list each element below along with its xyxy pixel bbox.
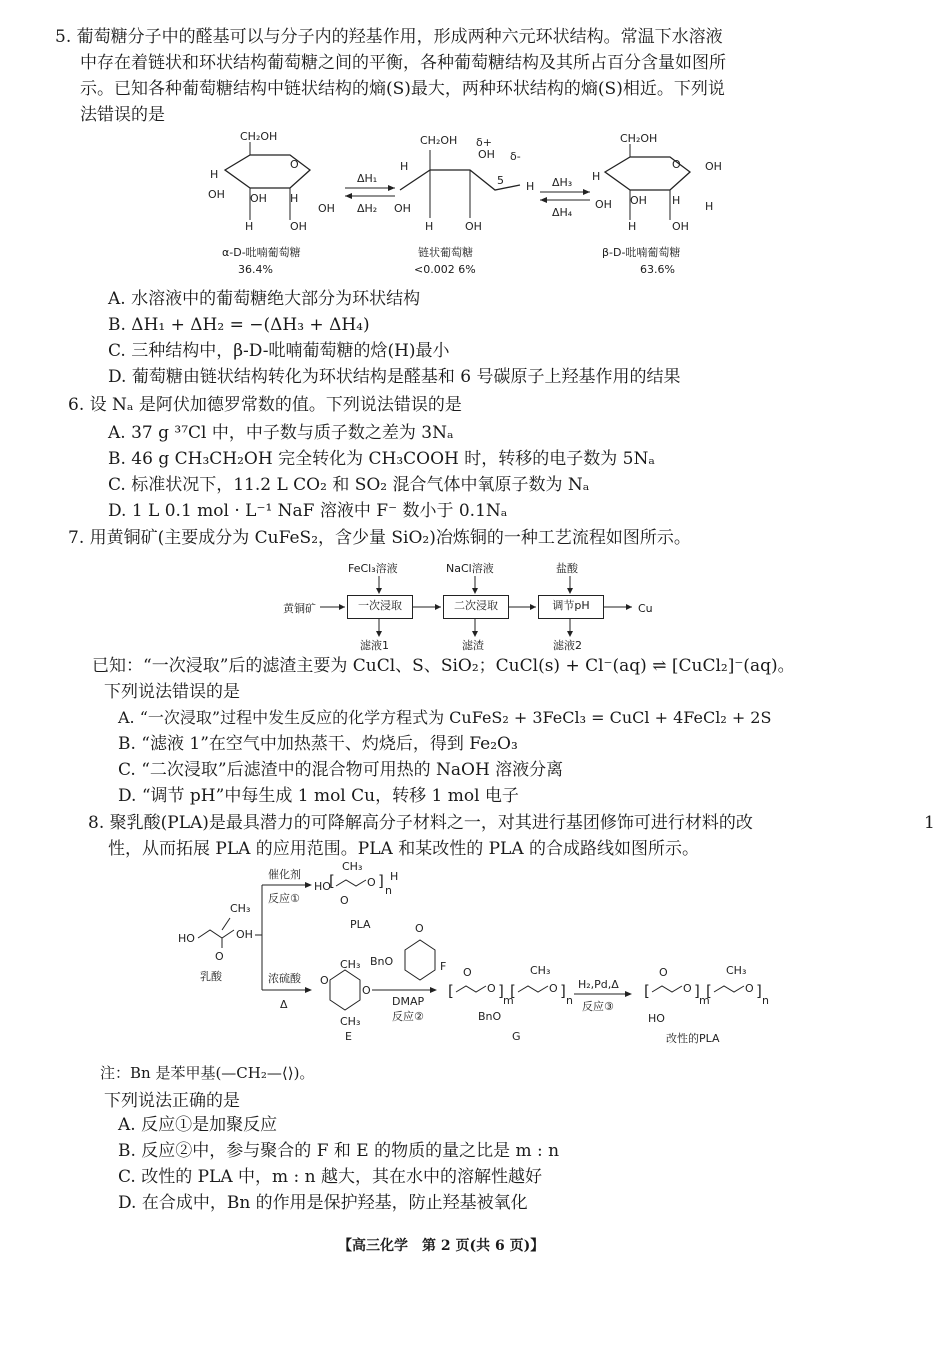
mod-ho: HO xyxy=(648,1012,665,1025)
lactic-co: O xyxy=(215,950,224,963)
chain-h-ald: H xyxy=(526,180,535,193)
q7-option-d: D. “调节 pH”中每生成 1 mol Cu，转移 1 mol 电子 xyxy=(118,786,519,806)
mod-m: m xyxy=(699,994,710,1007)
alpha-oh3: OH xyxy=(318,202,335,215)
q5-option-b: B. ΔH₁ + ΔH₂ = −(ΔH₃ + ΔH₄) xyxy=(108,315,370,335)
svg-text:]: ] xyxy=(498,982,504,1000)
g-label: G xyxy=(512,1030,521,1043)
chain-name: 链状葡萄糖 xyxy=(418,246,473,259)
mod-n: n xyxy=(762,994,769,1007)
beta-ring-o: O xyxy=(672,158,681,171)
g-o1: O xyxy=(487,982,496,995)
alpha-h2: H xyxy=(290,192,299,205)
lactic-ho: HO xyxy=(178,932,195,945)
r2-label: 反应② xyxy=(392,1010,424,1023)
q6-option-c: C. 标准状况下，11.2 L CO₂ 和 SO₂ 混合气体中氧原子数为 Nₐ xyxy=(108,475,590,495)
g-n: n xyxy=(566,994,573,1007)
flow-arrows xyxy=(0,560,950,660)
flow-product: Cu xyxy=(638,602,653,615)
svg-text:]: ] xyxy=(694,982,700,1000)
f-label: F xyxy=(440,960,447,973)
q6-option-d: D. 1 L 0.1 mol · L⁻¹ NaF 溶液中 F⁻ 数小于 0.1Nₐ xyxy=(108,501,508,521)
q5-stem-line4: 法错误的是 xyxy=(80,105,165,125)
lactic-oh: OH xyxy=(236,928,253,941)
pla-ho: HO xyxy=(314,880,331,893)
pla-label: PLA xyxy=(350,918,371,931)
q8-option-b: B. 反应②中，参与聚合的 F 和 E 的物质的量之比是 m : n xyxy=(118,1141,560,1161)
svg-text:]: ] xyxy=(560,982,566,1000)
pla-ch3: CH₃ xyxy=(342,860,363,873)
margin-mark: 1 xyxy=(924,813,935,833)
q7-option-a: A. “一次浸取”过程中发生反应的化学方程式为 CuFeS₂ + 3FeCl₃ = CuCl + 4FeCl₂ + 2S xyxy=(118,708,772,727)
q8-stem-line1: 8. 聚乳酸(PLA)是最具潜力的可降解高分子材料之一，对其进行基团修饰可进行材料的改 xyxy=(88,813,753,833)
e-ch3-top: CH₃ xyxy=(340,958,361,971)
mod-ch3: CH₃ xyxy=(726,964,747,977)
svg-text:[: [ xyxy=(448,982,454,1000)
mod-o1: O xyxy=(683,982,692,995)
flow-out2: 滤渣 xyxy=(462,639,484,652)
svg-text:[: [ xyxy=(706,982,712,1000)
svg-text:]: ] xyxy=(756,982,762,1000)
alpha-name: α-D-吡喃葡萄糖 xyxy=(222,246,301,259)
lactic-label: 乳酸 xyxy=(200,970,222,983)
r3-label: 反应③ xyxy=(582,1000,614,1013)
q5-option-a: A. 水溶液中的葡萄糖绝大部分为环状结构 xyxy=(108,289,421,309)
q8-ask: 下列说法正确的是 xyxy=(104,1091,240,1111)
heat-label: Δ xyxy=(280,998,288,1011)
dh4-label: ΔH₄ xyxy=(552,206,573,219)
dmap-label: DMAP xyxy=(392,995,425,1008)
g-o2: O xyxy=(549,982,558,995)
beta-h2: H xyxy=(672,194,681,207)
f-co: O xyxy=(415,922,424,935)
q7-ask: 下列说法错误的是 xyxy=(104,682,240,702)
chain-oh-top: OH xyxy=(478,148,495,161)
e-label: E xyxy=(345,1030,352,1043)
conc-label: 浓硫酸 xyxy=(268,972,301,985)
flow-step1: 一次浸取 xyxy=(347,595,413,619)
cat-label: 催化剂 xyxy=(268,868,301,881)
q7-stem: 7. 用黄铜矿(主要成分为 CuFeS₂，含少量 SiO₂)冶炼铜的一种工艺流程如图所示。 xyxy=(68,528,691,548)
alpha-oh2: OH xyxy=(250,192,267,205)
flow-step3: 调节pH xyxy=(538,595,604,619)
g-co: O xyxy=(463,966,472,979)
flow-reagent1: FeCl₃溶液 xyxy=(348,562,398,575)
lactic-ch3: CH₃ xyxy=(230,902,251,915)
svg-text:[: [ xyxy=(329,872,335,890)
beta-oh4: OH xyxy=(672,220,689,233)
alpha-oh1: OH xyxy=(208,188,225,201)
modified-pla-label: 改性的PLA xyxy=(666,1032,720,1045)
pla-co: O xyxy=(340,894,349,907)
chain-c5: 5 xyxy=(497,174,504,187)
dh3-label: ΔH₃ xyxy=(552,176,573,189)
q5-option-d: D. 葡萄糖由链状结构转化为环状结构是醛基和 6 号碳原子上羟基作用的结果 xyxy=(108,367,681,387)
e-ring-o2: O xyxy=(320,974,329,987)
beta-oh3: OH xyxy=(630,194,647,207)
svg-text:[: [ xyxy=(644,982,650,1000)
flow-out3: 滤液2 xyxy=(553,639,582,652)
mod-o2: O xyxy=(745,982,754,995)
q7-known: 已知：“一次浸取”后的滤渣主要为 CuCl、S、SiO₂；CuCl(s) + Cl⁻(aq) ⇌ [CuCl₂]⁻(aq)。 xyxy=(92,656,795,676)
chain-pct: <0.002 6% xyxy=(414,263,476,276)
chain-h2: H xyxy=(400,160,409,173)
q5-stem-line3: 示。已知各种葡萄糖结构中链状结构的熵(S)最大，两种环状结构的熵(S)相近。下列说 xyxy=(80,79,725,99)
e-ch3-bottom: CH₃ xyxy=(340,1015,361,1028)
alpha-pct: 36.4% xyxy=(238,263,273,276)
f-bno: BnO xyxy=(370,955,394,968)
pla-synthesis-figure xyxy=(0,860,950,1060)
h2pd-label: H₂,Pd,Δ xyxy=(578,978,619,991)
q8-option-c: C. 改性的 PLA 中，m : n 越大，其在水中的溶解性越好 xyxy=(118,1167,543,1187)
q7-option-b: B. “滤液 1”在空气中加热蒸干、灼烧后，得到 Fe₂O₃ xyxy=(118,734,518,754)
svg-text:]: ] xyxy=(378,872,384,890)
flow-reagent2: NaCl溶液 xyxy=(446,562,494,575)
q6-stem: 6. 设 Nₐ 是阿伏加德罗常数的值。下列说法错误的是 xyxy=(68,395,462,415)
beta-h4: H xyxy=(628,220,637,233)
alpha-oh4: OH xyxy=(290,220,307,233)
alpha-h3: H xyxy=(245,220,254,233)
flow-step2: 二次浸取 xyxy=(443,595,509,619)
beta-name: β-D-吡喃葡萄糖 xyxy=(602,246,681,259)
q5-stem-line1: 5. 葡萄糖分子中的醛基可以与分子内的羟基作用，形成两种六元环状结构。常温下水溶液 xyxy=(55,27,723,47)
alpha-ring-o: O xyxy=(290,158,299,171)
chain-oh2: OH xyxy=(465,220,482,233)
g-m: m xyxy=(503,994,514,1007)
svg-text:[: [ xyxy=(510,982,516,1000)
g-ch3: CH₃ xyxy=(530,964,551,977)
q6-option-a: A. 37 g ³⁷Cl 中，中子数与质子数之差为 3Nₐ xyxy=(108,423,454,443)
beta-oh1: OH xyxy=(705,160,722,173)
dh1-label: ΔH₁ xyxy=(357,172,378,185)
flow-feed: 黄铜矿 xyxy=(283,602,316,615)
flow-out1: 滤液1 xyxy=(360,639,389,652)
e-ring-o1: O xyxy=(362,984,371,997)
q8-option-a: A. 反应①是加聚反应 xyxy=(118,1115,278,1135)
q5-stem-line2: 中存在着链状和环状结构葡萄糖之间的平衡，各种葡萄糖结构及其所占百分含量如图所 xyxy=(80,53,726,73)
flow-reagent3: 盐酸 xyxy=(556,562,578,575)
q6-option-b: B. 46 g CH₃CH₂OH 完全转化为 CH₃COOH 时，转移的电子数为 5Nₐ xyxy=(108,449,655,469)
alpha-h1: H xyxy=(210,168,219,181)
r1-label: 反应① xyxy=(268,892,300,905)
pla-o: O xyxy=(367,876,376,889)
chain-oh1: OH xyxy=(394,202,411,215)
q8-note: 注：Bn 是苯甲基(—CH₂—⟨⟩)。 xyxy=(100,1064,315,1082)
beta-pct: 63.6% xyxy=(640,263,675,276)
q8-stem-line2: 性，从而拓展 PLA 的应用范围。PLA 和某改性的 PLA 的合成路线如图所示。 xyxy=(108,839,700,859)
q8-option-d: D. 在合成中，Bn 的作用是保护羟基，防止羟基被氧化 xyxy=(118,1193,528,1213)
alpha-ch2oh: CH₂OH xyxy=(240,130,278,143)
beta-h3: H xyxy=(705,200,714,213)
chain-h1: H xyxy=(425,220,434,233)
beta-h1: H xyxy=(592,170,601,183)
q5-option-c: C. 三种结构中，β-D-吡喃葡萄糖的焓(H)最小 xyxy=(108,341,450,361)
page-footer: 【高三化学 第 2 页(共 6 页)】 xyxy=(338,1238,545,1254)
chain-delta-minus: δ- xyxy=(510,150,521,163)
mod-co: O xyxy=(659,966,668,979)
chain-ch2oh: CH₂OH xyxy=(420,134,458,147)
beta-ch2oh: CH₂OH xyxy=(620,132,658,145)
g-bno: BnO xyxy=(478,1010,502,1023)
pla-h: H xyxy=(390,870,399,883)
q7-option-c: C. “二次浸取”后滤渣中的混合物可用热的 NaOH 溶液分离 xyxy=(118,760,564,780)
dh2-label: ΔH₂ xyxy=(357,202,378,215)
beta-oh2: OH xyxy=(595,198,612,211)
pla-n: n xyxy=(385,884,392,897)
chain-delta-plus: δ+ xyxy=(476,136,492,149)
